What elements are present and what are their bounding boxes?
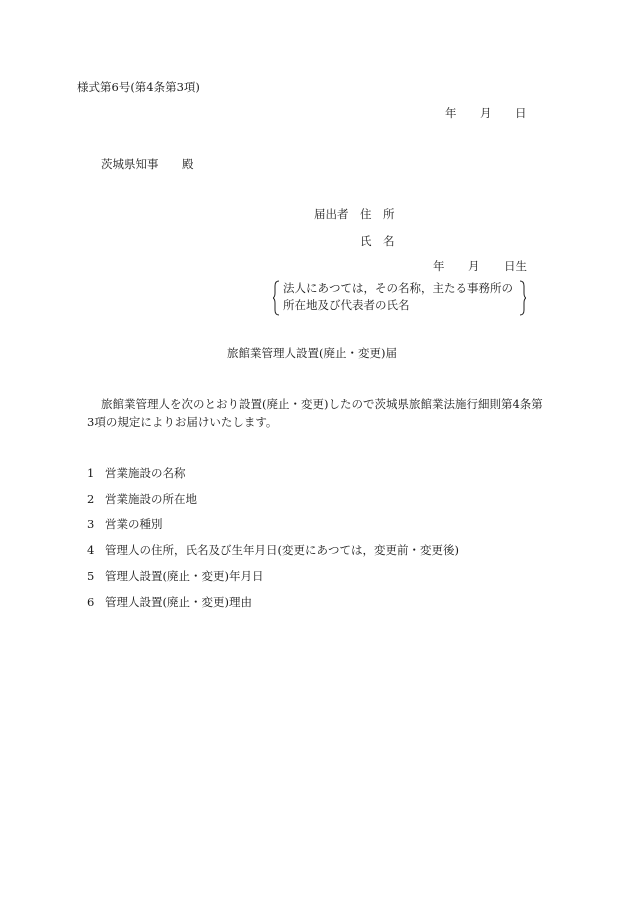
birth-year-label: 年: [433, 259, 445, 273]
list-item-text: 営業施設の名称: [105, 466, 186, 480]
list-item-text: 営業の種別: [105, 517, 163, 531]
notifier-label: 届出者: [314, 207, 349, 221]
list-item-number: 1: [87, 466, 95, 480]
form-number: 様式第6号(第4条第3項): [77, 80, 200, 94]
list-item: [87, 544, 459, 558]
list-item-text: 管理人設置(廃止・変更)理由: [105, 595, 252, 609]
birth-day-label: 日生: [504, 259, 527, 273]
notifier-name-label: 氏 名: [360, 234, 395, 248]
list-item-text: 営業施設の所在地: [105, 492, 197, 506]
list-item-number: 3: [87, 517, 95, 531]
list-item: [87, 467, 186, 481]
body-text-line1: 旅館業管理人を次のとおり設置(廃止・変更)したので茨城県旅館業法施行細則第4条第: [101, 397, 543, 411]
list-item: [87, 518, 163, 532]
addressee-name: 茨城県知事: [101, 157, 159, 171]
date-month-label: 月: [480, 106, 492, 120]
list-item: [87, 493, 197, 507]
corporate-note-line2: 所在地及び代表者の氏名: [283, 298, 410, 312]
document-title: 旅館業管理人設置(廃止・変更)届: [227, 346, 397, 360]
list-item-number: 6: [87, 595, 95, 609]
list-item-text: 管理人設置(廃止・変更)年月日: [105, 569, 264, 583]
corporate-note-line1: 法人にあつては，その名称，主たる事務所の: [283, 281, 513, 295]
list-item: [87, 570, 263, 584]
body-text-line2: 3項の規定によりお届けいたします。: [87, 415, 278, 429]
list-item-number: 4: [87, 543, 95, 557]
list-item-number: 2: [87, 492, 95, 506]
date-day-label: 日: [515, 106, 527, 120]
birth-month-label: 月: [468, 259, 480, 273]
corporate-note: [273, 280, 526, 316]
list-item-text: 管理人の住所，氏名及び生年月日(変更にあつては，変更前・変更後): [105, 543, 459, 557]
list-item-number: 5: [87, 569, 95, 583]
list-item: [87, 596, 252, 610]
notifier-address-label: 住 所: [360, 207, 395, 221]
date-year-label: 年: [445, 106, 457, 120]
addressee-honorific: 殿: [182, 157, 194, 171]
